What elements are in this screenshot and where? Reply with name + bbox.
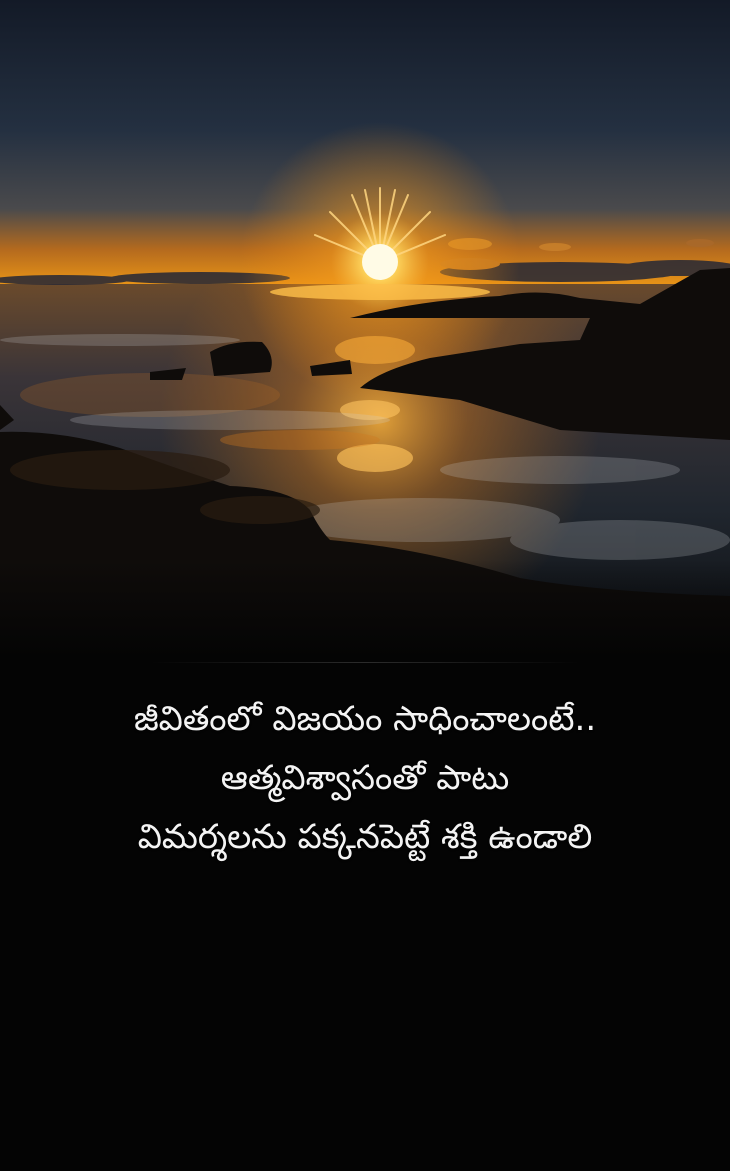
quote-line-2: ఆత్మవిశ్వాసంతో పాటు bbox=[220, 758, 510, 798]
quote-line-3: విమర్శలను పక్కనపెట్టే శక్తి ఉండాలి bbox=[137, 817, 593, 857]
quote-line-1: జీవితంలో విజయం సాధించాలంటే.. bbox=[133, 699, 597, 739]
quote-text bbox=[20, 690, 710, 867]
divider bbox=[150, 662, 580, 663]
